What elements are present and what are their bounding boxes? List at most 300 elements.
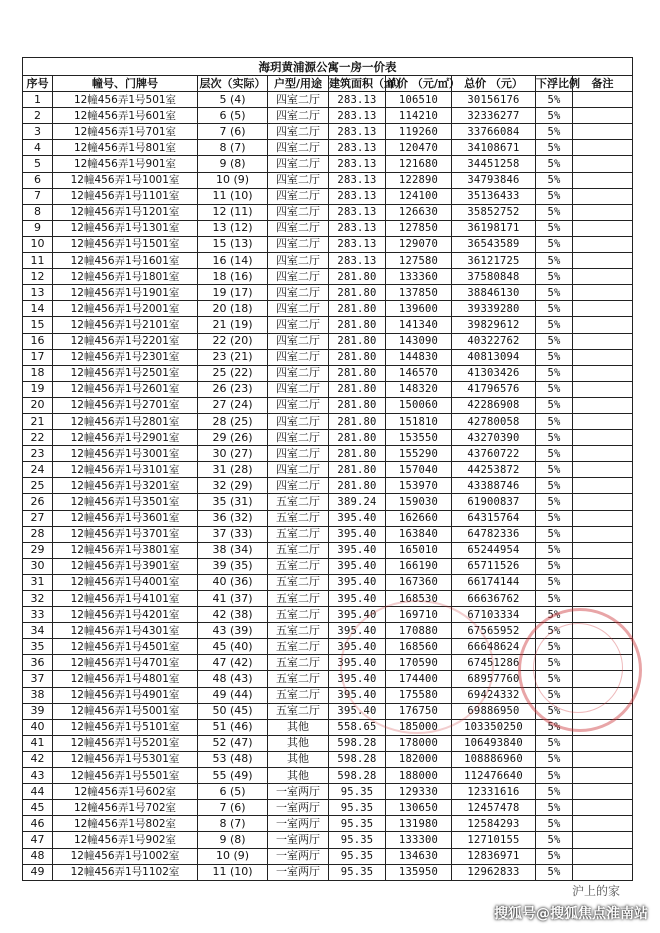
row-area: 395.40 xyxy=(329,574,386,590)
row-discount: 5% xyxy=(536,220,573,236)
row-total: 36198171 xyxy=(452,220,536,236)
row-unit-price: 127580 xyxy=(386,253,452,269)
row-unit: 12幢456弄1号4901室 xyxy=(53,687,198,703)
row-seq: 4 xyxy=(23,140,53,156)
row-area: 95.35 xyxy=(329,784,386,800)
row-type: 四室二厅 xyxy=(268,430,329,446)
row-unit-price: 134630 xyxy=(386,848,452,864)
row-discount: 5% xyxy=(536,800,573,816)
row-total: 36543589 xyxy=(452,236,536,252)
row-floor: 22 (20) xyxy=(198,333,268,349)
row-unit-price: 175580 xyxy=(386,687,452,703)
row-type: 其他 xyxy=(268,719,329,735)
row-seq: 8 xyxy=(23,204,53,220)
table-row xyxy=(23,124,633,140)
row-unit: 12幢456弄1号1201室 xyxy=(53,204,198,220)
row-remark xyxy=(573,591,633,607)
row-unit: 12幢456弄1号4501室 xyxy=(53,639,198,655)
table-row xyxy=(23,397,633,413)
row-total: 66174144 xyxy=(452,574,536,590)
row-type: 四室二厅 xyxy=(268,172,329,188)
row-unit: 12幢456弄1号2101室 xyxy=(53,317,198,333)
row-unit: 12幢456弄1号3701室 xyxy=(53,526,198,542)
row-area: 395.40 xyxy=(329,591,386,607)
row-total: 12962833 xyxy=(452,864,536,880)
row-floor: 20 (18) xyxy=(198,301,268,317)
row-unit-price: 133300 xyxy=(386,832,452,848)
row-total: 42780058 xyxy=(452,413,536,429)
row-seq: 45 xyxy=(23,800,53,816)
row-discount: 5% xyxy=(536,365,573,381)
row-total: 40322762 xyxy=(452,333,536,349)
table-row xyxy=(23,365,633,381)
table-row xyxy=(23,446,633,462)
row-seq: 41 xyxy=(23,735,53,751)
row-floor: 42 (38) xyxy=(198,607,268,623)
table-row xyxy=(23,236,633,252)
row-type: 其他 xyxy=(268,751,329,767)
row-remark xyxy=(573,864,633,880)
row-seq: 48 xyxy=(23,848,53,864)
row-unit-price: 141340 xyxy=(386,317,452,333)
row-unit: 12幢456弄1号2001室 xyxy=(53,301,198,317)
row-floor: 9 (8) xyxy=(198,156,268,172)
row-remark xyxy=(573,397,633,413)
row-remark xyxy=(573,220,633,236)
row-floor: 18 (16) xyxy=(198,269,268,285)
row-area: 281.80 xyxy=(329,317,386,333)
row-unit-price: 163840 xyxy=(386,526,452,542)
row-type: 四室二厅 xyxy=(268,285,329,301)
row-type: 五室二厅 xyxy=(268,510,329,526)
row-unit-price: 120470 xyxy=(386,140,452,156)
row-total: 65244954 xyxy=(452,542,536,558)
row-seq: 23 xyxy=(23,446,53,462)
row-floor: 13 (12) xyxy=(198,220,268,236)
row-floor: 26 (23) xyxy=(198,381,268,397)
row-remark xyxy=(573,574,633,590)
row-type: 四室二厅 xyxy=(268,413,329,429)
row-floor: 19 (17) xyxy=(198,285,268,301)
row-unit: 12幢456弄1号2501室 xyxy=(53,365,198,381)
row-seq: 37 xyxy=(23,671,53,687)
table-row xyxy=(23,832,633,848)
row-unit-price: 129070 xyxy=(386,236,452,252)
row-floor: 10 (9) xyxy=(198,172,268,188)
row-discount: 5% xyxy=(536,655,573,671)
row-area: 395.40 xyxy=(329,510,386,526)
row-unit: 12幢456弄1号1102室 xyxy=(53,864,198,880)
row-floor: 40 (36) xyxy=(198,574,268,590)
row-unit-price: 121680 xyxy=(386,156,452,172)
row-floor: 37 (33) xyxy=(198,526,268,542)
row-remark xyxy=(573,446,633,462)
row-floor: 8 (7) xyxy=(198,816,268,832)
table-row xyxy=(23,413,633,429)
row-remark xyxy=(573,542,633,558)
row-unit: 12幢456弄1号901室 xyxy=(53,156,198,172)
row-floor: 28 (25) xyxy=(198,413,268,429)
row-area: 281.80 xyxy=(329,446,386,462)
row-area: 283.13 xyxy=(329,140,386,156)
row-total: 43388746 xyxy=(452,478,536,494)
row-discount: 5% xyxy=(536,92,573,108)
header-type: 户型/用途 xyxy=(268,76,329,92)
row-seq: 18 xyxy=(23,365,53,381)
row-area: 95.35 xyxy=(329,848,386,864)
row-seq: 39 xyxy=(23,703,53,719)
row-discount: 5% xyxy=(536,623,573,639)
row-area: 395.40 xyxy=(329,623,386,639)
row-unit: 12幢456弄1号702室 xyxy=(53,800,198,816)
row-area: 395.40 xyxy=(329,655,386,671)
row-seq: 5 xyxy=(23,156,53,172)
row-seq: 1 xyxy=(23,92,53,108)
row-floor: 25 (22) xyxy=(198,365,268,381)
row-total: 108886960 xyxy=(452,751,536,767)
row-remark xyxy=(573,848,633,864)
row-unit-price: 188000 xyxy=(386,768,452,784)
row-unit-price: 126630 xyxy=(386,204,452,220)
table-row xyxy=(23,381,633,397)
row-unit-price: 174400 xyxy=(386,671,452,687)
row-unit: 12幢456弄1号2301室 xyxy=(53,349,198,365)
row-area: 395.40 xyxy=(329,607,386,623)
row-floor: 43 (39) xyxy=(198,623,268,639)
row-type: 四室二厅 xyxy=(268,365,329,381)
row-total: 43760722 xyxy=(452,446,536,462)
table-row xyxy=(23,494,633,510)
row-remark xyxy=(573,285,633,301)
row-seq: 36 xyxy=(23,655,53,671)
row-unit: 12幢456弄1号3101室 xyxy=(53,462,198,478)
row-unit-price: 153550 xyxy=(386,430,452,446)
row-remark xyxy=(573,430,633,446)
row-unit: 12幢456弄1号2601室 xyxy=(53,381,198,397)
row-remark xyxy=(573,607,633,623)
row-unit-price: 167360 xyxy=(386,574,452,590)
row-total: 44253872 xyxy=(452,462,536,478)
row-unit: 12幢456弄1号3601室 xyxy=(53,510,198,526)
row-remark xyxy=(573,671,633,687)
row-total: 61900837 xyxy=(452,494,536,510)
table-row xyxy=(23,317,633,333)
row-discount: 5% xyxy=(536,446,573,462)
row-unit: 12幢456弄1号601室 xyxy=(53,108,198,124)
row-unit-price: 153970 xyxy=(386,478,452,494)
row-area: 283.13 xyxy=(329,124,386,140)
row-unit-price: 130650 xyxy=(386,800,452,816)
row-unit: 12幢456弄1号2701室 xyxy=(53,397,198,413)
row-floor: 6 (5) xyxy=(198,108,268,124)
row-remark xyxy=(573,526,633,542)
row-seq: 30 xyxy=(23,558,53,574)
row-unit: 12幢456弄1号3801室 xyxy=(53,542,198,558)
row-area: 389.24 xyxy=(329,494,386,510)
row-unit-price: 151810 xyxy=(386,413,452,429)
row-floor: 53 (48) xyxy=(198,751,268,767)
row-area: 395.40 xyxy=(329,526,386,542)
row-type: 五室二厅 xyxy=(268,591,329,607)
row-total: 66636762 xyxy=(452,591,536,607)
row-remark xyxy=(573,623,633,639)
row-floor: 11 (10) xyxy=(198,864,268,880)
row-remark xyxy=(573,751,633,767)
row-type: 四室二厅 xyxy=(268,301,329,317)
row-seq: 28 xyxy=(23,526,53,542)
row-seq: 31 xyxy=(23,574,53,590)
row-total: 12836971 xyxy=(452,848,536,864)
header-total: 总价 （元） xyxy=(452,76,536,92)
table-row xyxy=(23,220,633,236)
row-type: 其他 xyxy=(268,735,329,751)
row-type: 五室二厅 xyxy=(268,639,329,655)
row-floor: 27 (24) xyxy=(198,397,268,413)
row-total: 67565952 xyxy=(452,623,536,639)
row-unit-price: 169710 xyxy=(386,607,452,623)
row-discount: 5% xyxy=(536,349,573,365)
row-discount: 5% xyxy=(536,591,573,607)
row-total: 12710155 xyxy=(452,832,536,848)
row-discount: 5% xyxy=(536,671,573,687)
row-total: 36121725 xyxy=(452,253,536,269)
row-unit-price: 129330 xyxy=(386,784,452,800)
row-unit: 12幢456弄1号1002室 xyxy=(53,848,198,864)
row-seq: 22 xyxy=(23,430,53,446)
row-total: 42286908 xyxy=(452,397,536,413)
row-unit: 12幢456弄1号1301室 xyxy=(53,220,198,236)
row-floor: 49 (44) xyxy=(198,687,268,703)
row-discount: 5% xyxy=(536,558,573,574)
row-discount: 5% xyxy=(536,172,573,188)
row-type: 五室二厅 xyxy=(268,623,329,639)
row-type: 四室二厅 xyxy=(268,317,329,333)
row-remark xyxy=(573,800,633,816)
table-row xyxy=(23,623,633,639)
row-total: 35852752 xyxy=(452,204,536,220)
row-total: 112476640 xyxy=(452,768,536,784)
row-discount: 5% xyxy=(536,848,573,864)
row-remark xyxy=(573,156,633,172)
row-remark xyxy=(573,188,633,204)
row-unit: 12幢456弄1号602室 xyxy=(53,784,198,800)
row-discount: 5% xyxy=(536,510,573,526)
row-seq: 13 xyxy=(23,285,53,301)
row-area: 558.65 xyxy=(329,719,386,735)
row-seq: 46 xyxy=(23,816,53,832)
row-floor: 7 (6) xyxy=(198,124,268,140)
row-floor: 12 (11) xyxy=(198,204,268,220)
row-area: 281.80 xyxy=(329,413,386,429)
header-area: 建筑面积（㎡） xyxy=(329,76,386,92)
table-row xyxy=(23,140,633,156)
table-row xyxy=(23,816,633,832)
row-seq: 26 xyxy=(23,494,53,510)
row-total: 65711526 xyxy=(452,558,536,574)
row-remark xyxy=(573,494,633,510)
row-remark xyxy=(573,719,633,735)
row-total: 67451286 xyxy=(452,655,536,671)
row-unit: 12幢456弄1号3001室 xyxy=(53,446,198,462)
row-floor: 16 (14) xyxy=(198,253,268,269)
row-area: 281.80 xyxy=(329,478,386,494)
table-row xyxy=(23,671,633,687)
row-total: 67103334 xyxy=(452,607,536,623)
row-remark xyxy=(573,735,633,751)
table-row xyxy=(23,719,633,735)
row-unit: 12幢456弄1号1801室 xyxy=(53,269,198,285)
row-discount: 5% xyxy=(536,574,573,590)
row-floor: 30 (27) xyxy=(198,446,268,462)
row-unit: 12幢456弄1号1101室 xyxy=(53,188,198,204)
row-unit: 12幢456弄1号4201室 xyxy=(53,607,198,623)
table-row xyxy=(23,735,633,751)
row-discount: 5% xyxy=(536,494,573,510)
row-unit: 12幢456弄1号1501室 xyxy=(53,236,198,252)
row-floor: 8 (7) xyxy=(198,140,268,156)
row-seq: 11 xyxy=(23,253,53,269)
row-discount: 5% xyxy=(536,301,573,317)
row-unit-price: 119260 xyxy=(386,124,452,140)
row-unit-price: 122890 xyxy=(386,172,452,188)
row-unit: 12幢456弄1号5101室 xyxy=(53,719,198,735)
row-area: 395.40 xyxy=(329,558,386,574)
row-type: 四室二厅 xyxy=(268,124,329,140)
row-type: 四室二厅 xyxy=(268,92,329,108)
row-seq: 35 xyxy=(23,639,53,655)
price-table xyxy=(22,57,633,881)
table-row xyxy=(23,848,633,864)
row-remark xyxy=(573,349,633,365)
row-discount: 5% xyxy=(536,768,573,784)
row-unit-price: 124100 xyxy=(386,188,452,204)
row-discount: 5% xyxy=(536,526,573,542)
row-unit-price: 168560 xyxy=(386,639,452,655)
row-total: 12331616 xyxy=(452,784,536,800)
row-floor: 11 (10) xyxy=(198,188,268,204)
row-remark xyxy=(573,639,633,655)
row-unit-price: 185000 xyxy=(386,719,452,735)
table-row xyxy=(23,574,633,590)
row-floor: 52 (47) xyxy=(198,735,268,751)
row-remark xyxy=(573,687,633,703)
row-total: 12584293 xyxy=(452,816,536,832)
row-unit: 12幢456弄1号2801室 xyxy=(53,413,198,429)
row-total: 40813094 xyxy=(452,349,536,365)
table-row xyxy=(23,800,633,816)
row-unit-price: 127850 xyxy=(386,220,452,236)
row-seq: 2 xyxy=(23,108,53,124)
table-row xyxy=(23,204,633,220)
row-total: 34108671 xyxy=(452,140,536,156)
table-row xyxy=(23,285,633,301)
row-total: 69424332 xyxy=(452,687,536,703)
row-type: 五室二厅 xyxy=(268,655,329,671)
row-unit-price: 150060 xyxy=(386,397,452,413)
row-remark xyxy=(573,478,633,494)
row-unit: 12幢456弄1号3901室 xyxy=(53,558,198,574)
table-row xyxy=(23,607,633,623)
row-area: 283.13 xyxy=(329,220,386,236)
table-row xyxy=(23,188,633,204)
row-floor: 50 (45) xyxy=(198,703,268,719)
row-seq: 9 xyxy=(23,220,53,236)
row-type: 四室二厅 xyxy=(268,156,329,172)
row-floor: 41 (37) xyxy=(198,591,268,607)
row-area: 283.13 xyxy=(329,108,386,124)
row-discount: 5% xyxy=(536,253,573,269)
row-type: 四室二厅 xyxy=(268,220,329,236)
row-area: 283.13 xyxy=(329,253,386,269)
row-unit: 12幢456弄1号2901室 xyxy=(53,430,198,446)
row-type: 五室二厅 xyxy=(268,687,329,703)
row-area: 281.80 xyxy=(329,285,386,301)
row-unit-price: 155290 xyxy=(386,446,452,462)
row-area: 598.28 xyxy=(329,768,386,784)
row-discount: 5% xyxy=(536,397,573,413)
row-remark xyxy=(573,413,633,429)
row-seq: 3 xyxy=(23,124,53,140)
row-seq: 33 xyxy=(23,607,53,623)
row-type: 四室二厅 xyxy=(268,349,329,365)
row-total: 32336277 xyxy=(452,108,536,124)
row-area: 395.40 xyxy=(329,671,386,687)
row-unit-price: 106510 xyxy=(386,92,452,108)
table-row xyxy=(23,430,633,446)
row-unit-price: 144830 xyxy=(386,349,452,365)
row-remark xyxy=(573,768,633,784)
row-floor: 10 (9) xyxy=(198,848,268,864)
header-unit: 幢号、门牌号 xyxy=(53,76,198,92)
row-type: 一室两厅 xyxy=(268,864,329,880)
row-floor: 6 (5) xyxy=(198,784,268,800)
price-list-sheet xyxy=(22,57,632,881)
row-total: 39829612 xyxy=(452,317,536,333)
row-seq: 14 xyxy=(23,301,53,317)
row-area: 283.13 xyxy=(329,156,386,172)
row-discount: 5% xyxy=(536,204,573,220)
row-floor: 39 (35) xyxy=(198,558,268,574)
row-remark xyxy=(573,381,633,397)
row-seq: 32 xyxy=(23,591,53,607)
row-remark xyxy=(573,655,633,671)
row-area: 395.40 xyxy=(329,687,386,703)
table-row xyxy=(23,591,633,607)
row-seq: 19 xyxy=(23,381,53,397)
table-row xyxy=(23,864,633,880)
row-floor: 7 (6) xyxy=(198,800,268,816)
row-type: 四室二厅 xyxy=(268,446,329,462)
row-discount: 5% xyxy=(536,333,573,349)
row-area: 598.28 xyxy=(329,735,386,751)
table-row xyxy=(23,108,633,124)
row-discount: 5% xyxy=(536,703,573,719)
row-discount: 5% xyxy=(536,317,573,333)
row-floor: 23 (21) xyxy=(198,349,268,365)
row-type: 四室二厅 xyxy=(268,204,329,220)
row-type: 四室二厅 xyxy=(268,478,329,494)
table-row xyxy=(23,269,633,285)
row-area: 281.80 xyxy=(329,333,386,349)
row-total: 41796576 xyxy=(452,381,536,397)
row-total: 12457478 xyxy=(452,800,536,816)
table-row xyxy=(23,349,633,365)
table-row xyxy=(23,92,633,108)
row-seq: 15 xyxy=(23,317,53,333)
table-row xyxy=(23,510,633,526)
row-discount: 5% xyxy=(536,269,573,285)
row-unit: 12幢456弄1号3501室 xyxy=(53,494,198,510)
